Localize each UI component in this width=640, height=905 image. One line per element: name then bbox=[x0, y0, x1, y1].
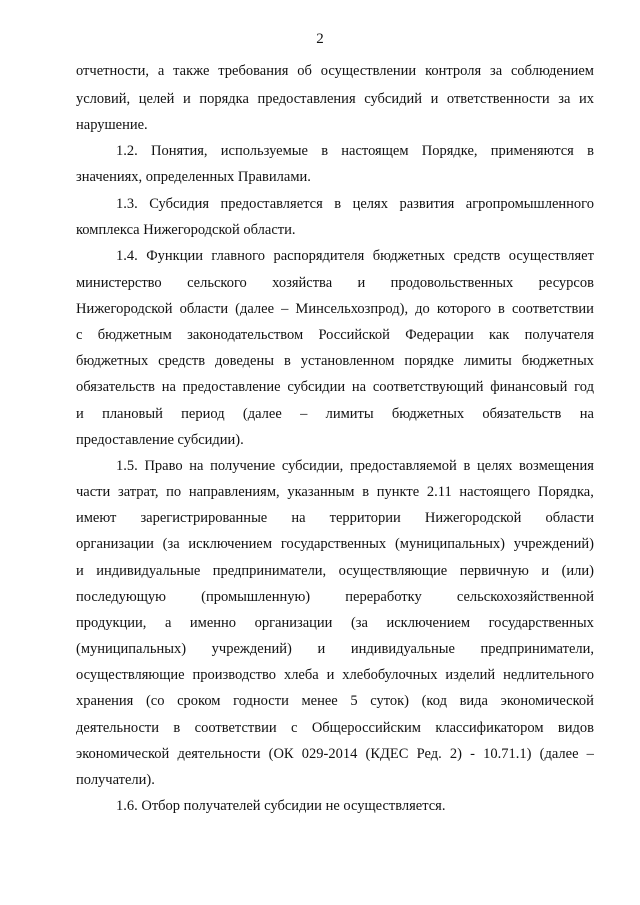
text-line: части затрат, по направлениям, указанным в пункте 2.11 настоящего Порядка, bbox=[76, 484, 594, 500]
text-line: Нижегородской области (далее – Минсельхозпрод), до которого в соответствии bbox=[76, 301, 594, 317]
text-line: обязательств на предоставление субсидии на соответствующий финансовый год bbox=[76, 379, 594, 395]
text-line: и плановый период (далее – лимиты бюджетных обязательств на bbox=[76, 406, 594, 422]
text-line: 1.2. Понятия, используемые в настоящем Порядке, применяются в bbox=[116, 143, 594, 159]
text-line: 1.4. Функции главного распорядителя бюджетных средств осуществляет bbox=[116, 248, 594, 264]
text-line: 1.5. Право на получение субсидии, предоставляемой в целях возмещения bbox=[116, 458, 594, 474]
text-line: (муниципальных) учреждений) и индивидуальные предприниматели, bbox=[76, 641, 594, 657]
text-line: значениях, определенных Правилами. bbox=[76, 169, 311, 185]
text-line: экономической деятельности (ОК 029-2014 (КДЕС Ред. 2) - 10.71.1) (далее – bbox=[76, 746, 594, 762]
text-line: последующую (промышленную) переработку сельскохозяйственной bbox=[76, 589, 594, 605]
text-line: 1.6. Отбор получателей субсидии не осуществляется. bbox=[116, 798, 446, 814]
text-line: хранения (со сроком годности менее 5 суток) (код вида экономической bbox=[76, 693, 594, 709]
text-line: осуществляющие производство хлеба и хлебобулочных изделий недлительного bbox=[76, 667, 594, 683]
text-line: нарушение. bbox=[76, 117, 148, 133]
text-line: комплекса Нижегородской области. bbox=[76, 222, 296, 238]
text-line: бюджетных средств доведены в установленном порядке лимиты бюджетных bbox=[76, 353, 594, 369]
text-line: получатели). bbox=[76, 772, 155, 788]
text-line: с бюджетным законодательством Российской Федерации как получателя bbox=[76, 327, 594, 343]
text-line: имеют зарегистрированные на территории Нижегородской области bbox=[76, 510, 594, 526]
text-line: деятельности в соответствии с Общероссийским классификатором видов bbox=[76, 720, 594, 736]
text-line: условий, целей и порядка предоставления субсидий и ответственности за их bbox=[76, 91, 594, 107]
page-number: 2 bbox=[316, 31, 324, 47]
text-line: отчетности, а также требования об осуществлении контроля за соблюдением bbox=[76, 63, 594, 79]
text-line: министерство сельского хозяйства и продовольственных ресурсов bbox=[76, 275, 594, 291]
text-line: и индивидуальные предприниматели, осуществляющие первичную и (или) bbox=[76, 563, 594, 579]
text-line: предоставление субсидии). bbox=[76, 432, 244, 448]
text-line: организации (за исключением государственных (муниципальных) учреждений) bbox=[76, 536, 594, 552]
text-line: 1.3. Субсидия предоставляется в целях развития агропромышленного bbox=[116, 196, 594, 212]
text-line: продукции, а именно организации (за исключением государственных bbox=[76, 615, 594, 631]
